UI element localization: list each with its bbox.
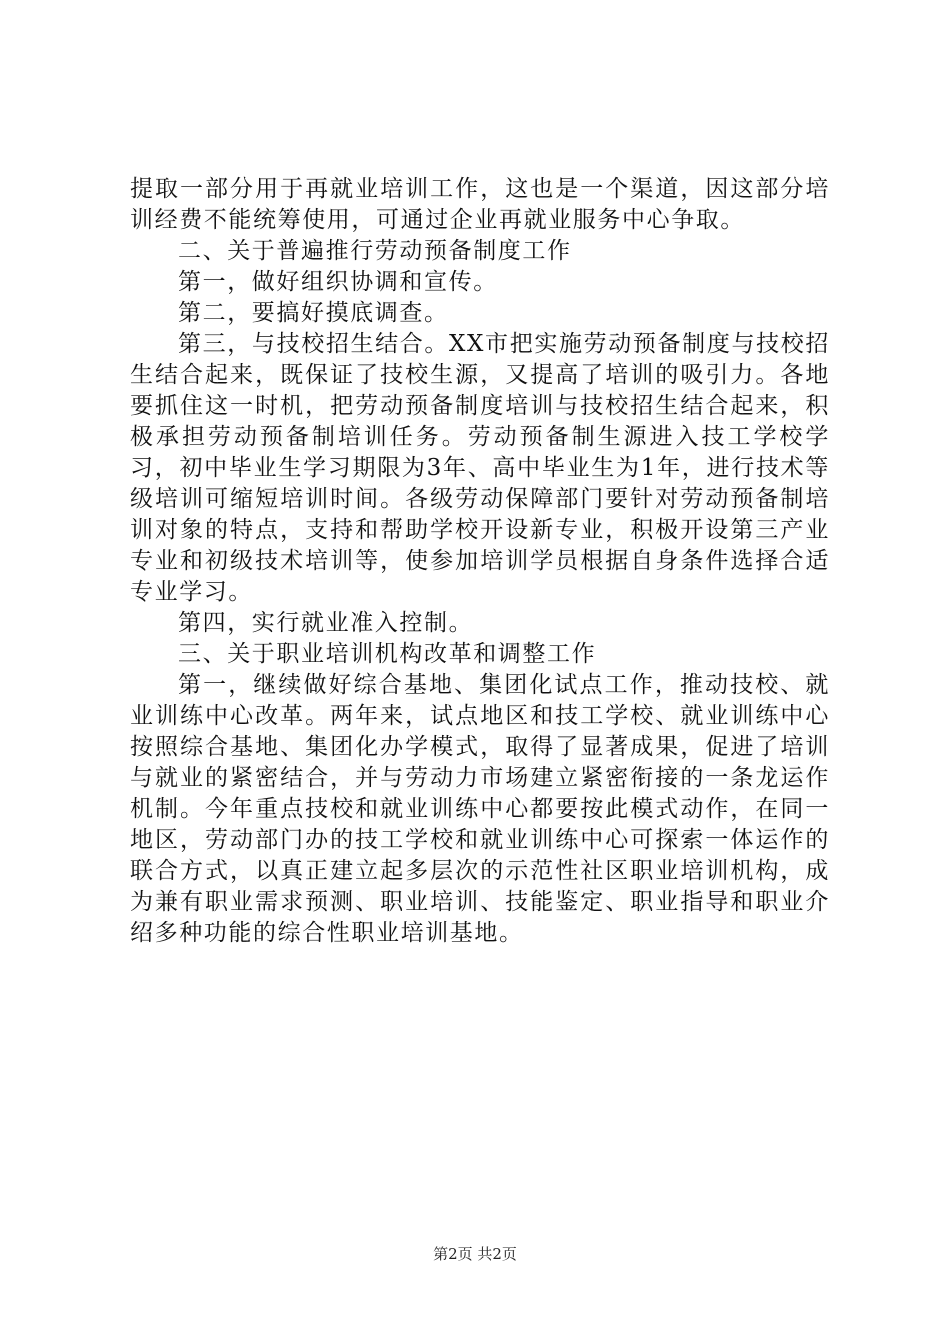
document-body [130,174,830,949]
paragraph-point-three: 第三，与技校招生结合。XX市把实施劳动预备制度与技校招生结合起来，既保证了技校生源，又提高了培训的吸引力。各地要抓住这一时机，把劳动预备制度培训与技校招生结合起来，积极承担劳动预备制培训任务。劳动预备制生源进入技工学校学习，初中毕业生学习期限为3年、高中毕业生为1年，进行技术等级培训可缩短培训时间。各级劳动保障部门要针对劳动预备制培训对象的特点，支持和帮助学校开设新专业，积极开设第三产业专业和初级技术培训等，使参加培训学员根据自身条件选择合适专业学习。 [130,331,830,605]
paragraph-point-four: 第四，实行就业准入控制。 [178,610,474,636]
paragraph-point-two: 第二，要搞好摸底调查。 [178,300,449,326]
paragraph-continuation: 提取一部分用于再就业培训工作，这也是一个渠道，因这部分培训经费不能统筹使用，可通过企业再就业服务中心争取。 [130,176,830,233]
section-heading-training-reform: 三、关于职业培训机构改革和调整工作 [178,641,597,667]
page-number-footer: 第2页 共2页 [433,1245,517,1263]
paragraph-point-one: 第一，做好组织协调和宣传。 [178,269,498,295]
paragraph-reform-point-one: 第一，继续做好综合基地、集团化试点工作，推动技校、就业训练中心改革。两年来，试点地区和技工学校、就业训练中心按照综合基地、集团化办学模式，取得了显著成果，促进了培训与就业的紧密结合，并与劳动力市场建立紧密衔接的一条龙运作机制。今年重点技校和就业训练中心都要按此模式动作，在同一地区，劳动部门办的技工学校和就业训练中心可探索一体运作的联合方式，以真正建立起多层次的示范性社区职业培训机构，成为兼有职业需求预测、职业培训、技能鉴定、职业指导和职业介绍多种功能的综合性职业培训基地。 [130,672,830,946]
section-heading-labor-preparation: 二、关于普遍推行劳动预备制度工作 [178,238,572,264]
